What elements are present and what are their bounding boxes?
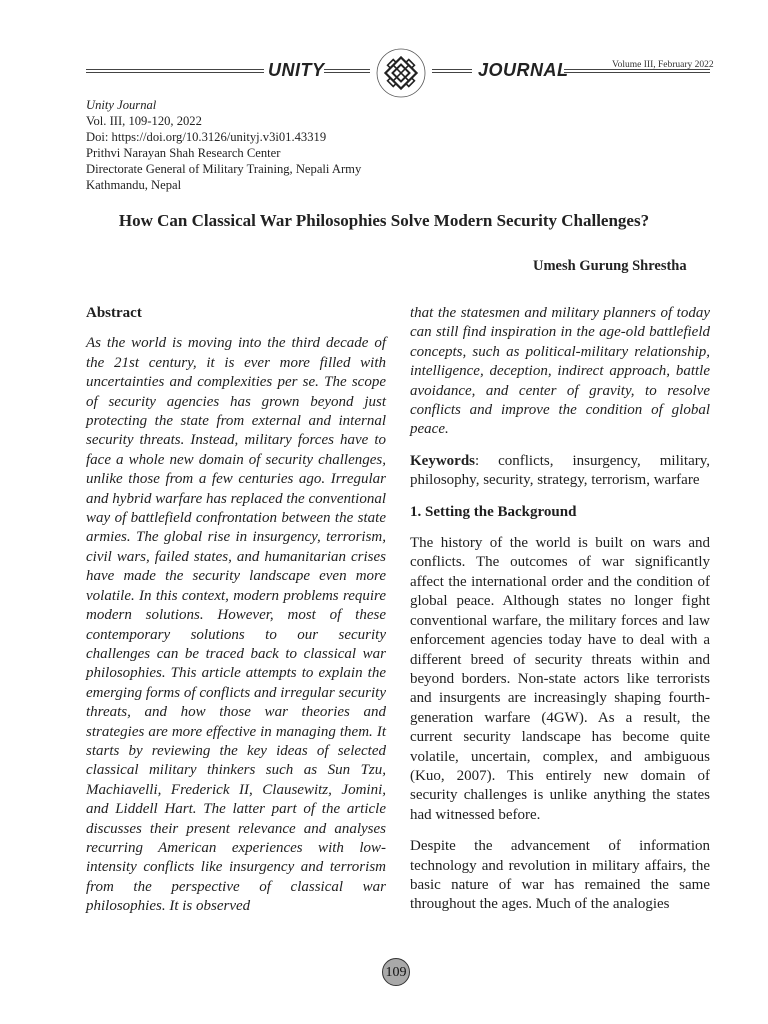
abstract-text-part1: As the world is moving into the third decade of the 21st century, it is ever more filled with uncertainties and complexities per se. The scope of security agencies has grown beyond just protecting the state from external and internal security threats. Instead, military forces have to face a whole new domain of security challenges, unlike those from a few centuries ago. Irregular and hybrid warfare has replaced the conventional way of battlefield confrontation between the state armies. The global rise in insurgency, terrorism, civil wars, failed states, and humanitarian crises have made the security landscape even more volatile. In this context, modern problems require modern solutions. However, most of these contemporary solutions to our security challenges can be traced back to classical war philosophies. This article attempts to explain the emerging forms of conflicts and irregular security threats, and how those war theories and strategies are more effective in managing them. It starts by reviewing the key ideas of selected classical military thinkers such as Sun Tzu, Machiavelli, Frederick II, Clausewitz, Jomini, and Liddell Hart. The latter part of the article discusses their present relevance and analyses recurring American experiences with low-intensity conflicts like insurgency and terrorism from the perspective of classical war philosophies. It is observed bbox=[86, 335, 386, 915]
meta-institution: Prithvi Narayan Shah Research Center bbox=[86, 146, 281, 160]
journal-logo-knot-icon bbox=[374, 46, 428, 100]
abstract-heading: Abstract bbox=[86, 305, 142, 321]
section-heading: 1. Setting the Background bbox=[410, 503, 577, 520]
header-rule-left bbox=[86, 69, 264, 73]
journal-header bbox=[86, 46, 714, 96]
article-title: How Can Classical War Philosophies Solve Modern Security Challenges? bbox=[118, 211, 650, 230]
article-author: Umesh Gurung Shrestha bbox=[533, 258, 687, 274]
meta-volume: Vol. III, 109-120, 2022 bbox=[86, 114, 202, 128]
keywords-label: Keywords bbox=[410, 452, 475, 469]
meta-directorate: Directorate General of Military Training, Nepali Army bbox=[86, 162, 362, 176]
right-column bbox=[410, 304, 710, 915]
header-word-journal: JOURNAL bbox=[478, 60, 569, 80]
left-column bbox=[86, 304, 386, 917]
section-paragraph-1: The history of the world is built on wars and conflicts. The outcomes of war significantly affect the international order and the condition of global peace. Although states no longer fight conventional warfare, the military forces and law enforcement agencies today have to deal with a different breed of security threats within and beyond borders. Non-state actors like terrorists and insurgents are increasingly shaping fourth-generation warfare (4GW). As a result, the current security landscape has become quite volatile, uncertain, complex, and ambiguous (Kuo, 2007). This entirely new domain of security challenges is unlike anything the states had witnessed before. bbox=[410, 535, 710, 823]
header-word-unity: UNITY bbox=[268, 60, 325, 80]
volume-info: Volume III, February 2022 bbox=[612, 60, 714, 70]
article-meta bbox=[86, 97, 361, 193]
meta-location: Kathmandu, Nepal bbox=[86, 178, 182, 192]
meta-doi: Doi: https://doi.org/10.3126/unityj.v3i01.43319 bbox=[86, 130, 327, 144]
page-number-badge: 109 bbox=[382, 958, 410, 986]
meta-journal: Unity Journal bbox=[86, 98, 157, 112]
header-rule-mid-left bbox=[324, 69, 370, 73]
keywords-text: : conflicts, insurgency, military, philosophy, security, strategy, terrorism, warfare bbox=[410, 452, 710, 489]
header-rule-mid-right bbox=[432, 69, 472, 73]
abstract-text-part2: that the statesmen and military planners of today can still find inspiration in the age-old battlefield concepts, such as political-military relationship, intelligence, deception, indirect approach, battle avoidance, and center of gravity, to resolve conflicts and improve the condition of global peace. bbox=[410, 305, 710, 438]
section-paragraph-2: Despite the advancement of information technology and revolution in military affairs, the basic nature of war has remained the same throughout the ages. Much of the analogies bbox=[410, 838, 710, 913]
keywords-paragraph bbox=[410, 452, 710, 491]
